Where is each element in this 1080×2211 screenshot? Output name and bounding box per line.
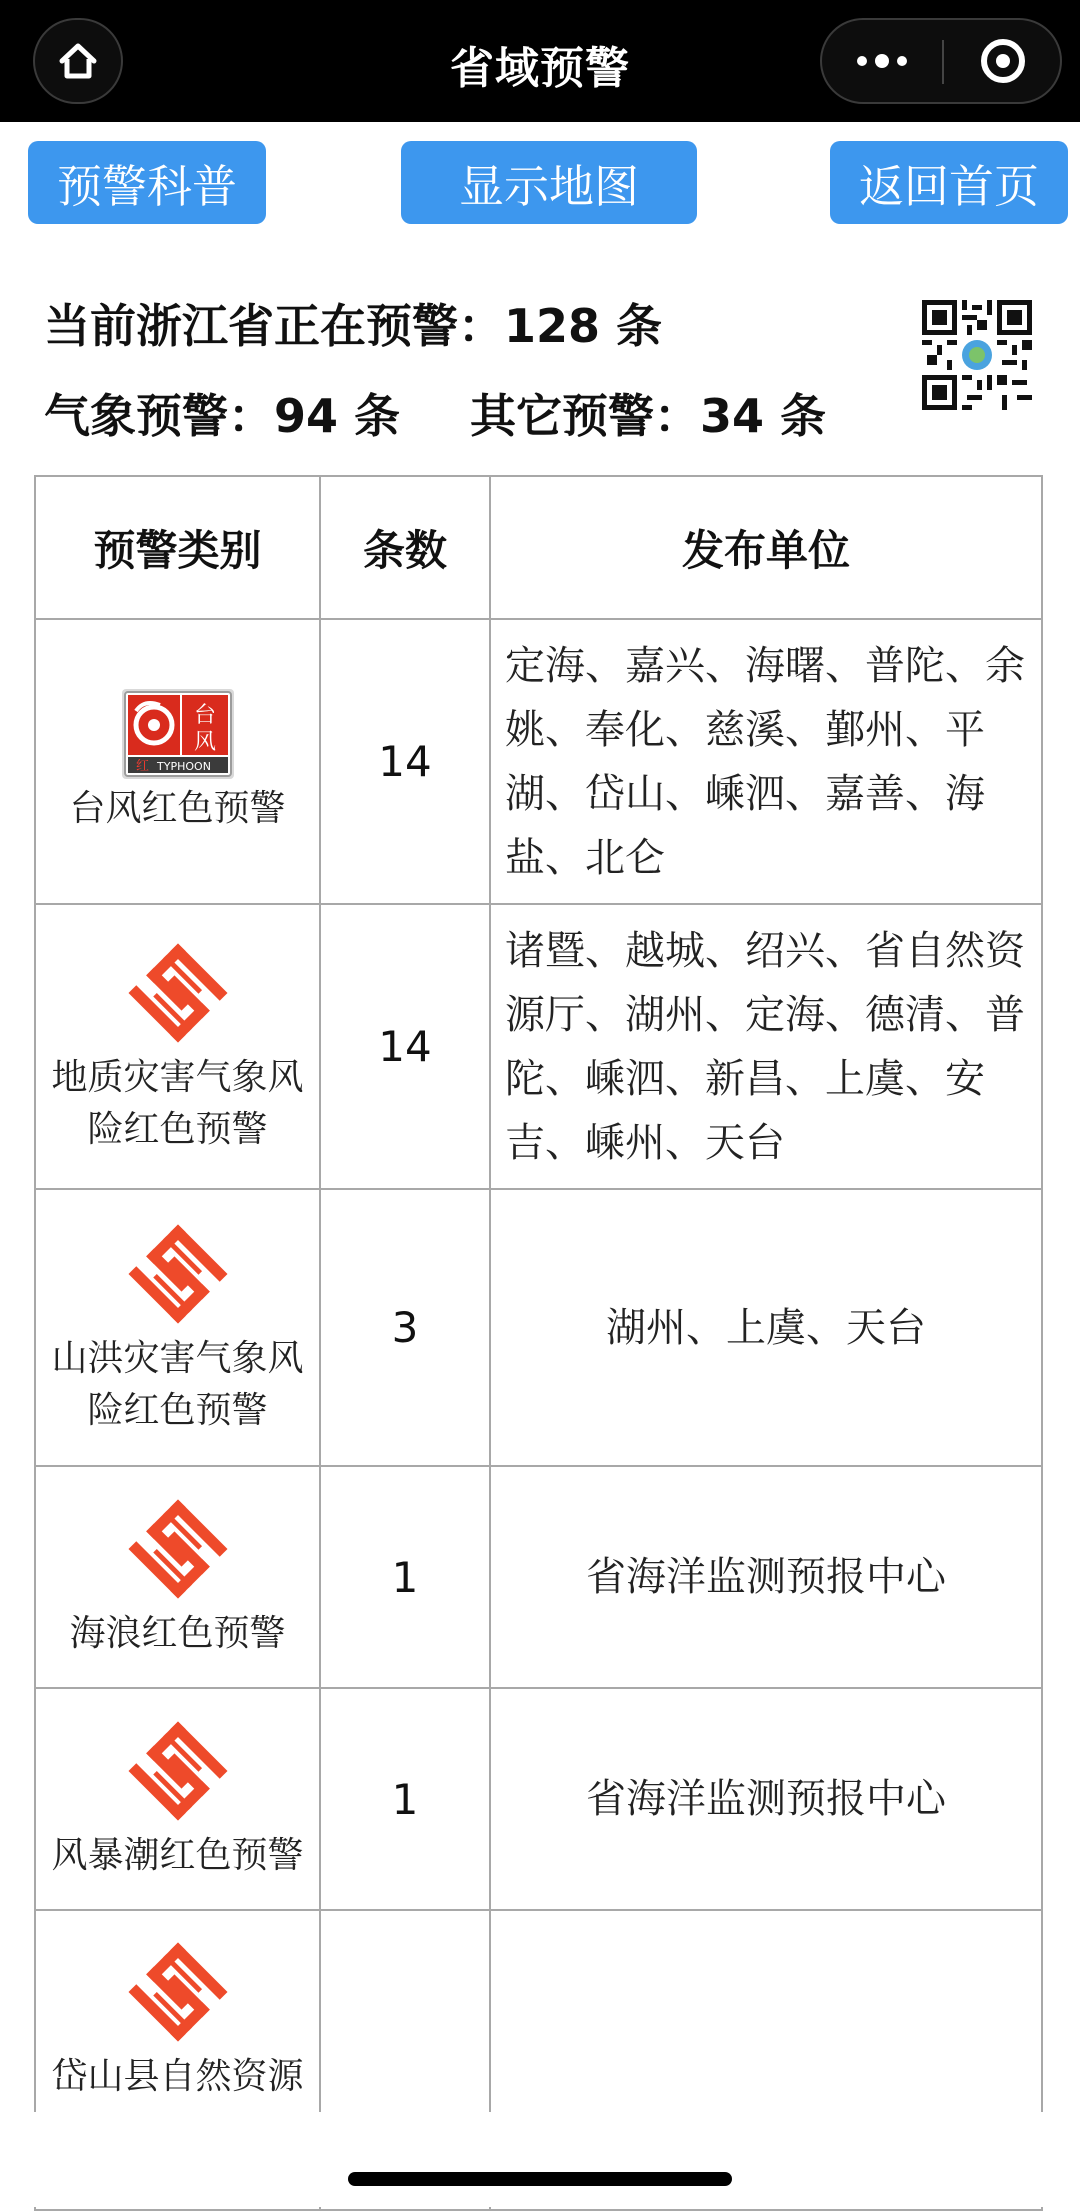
other-alert-count: 34 条 (700, 389, 827, 443)
resource-red-icon (123, 1937, 233, 2047)
current-alert-count: 128 条 (504, 299, 663, 353)
mini-program-close-icon[interactable] (944, 20, 1062, 102)
nav-bar (0, 0, 1080, 122)
mini-program-capsule (820, 18, 1062, 104)
back-home-button[interactable]: 返回首页 (830, 141, 1068, 224)
alert-type-cell (35, 1189, 320, 1466)
alert-type-name-line2: 险红色预警 (87, 1108, 268, 1150)
alert-type-cell (35, 1466, 320, 1688)
bottom-safe-area (0, 2112, 1080, 2207)
alert-count: 1 (320, 1466, 490, 1688)
alert-count: 3 (320, 1189, 490, 1466)
svg-text:红: 红 (135, 758, 149, 774)
table-row[interactable] (35, 904, 1042, 1189)
alert-type-cell (35, 1688, 320, 1910)
alert-issuers: 定海、嘉兴、海曙、普陀、余姚、奉化、慈溪、鄞州、平湖、岱山、嵊泗、嘉善、海盐、北仑 (490, 619, 1042, 904)
geo-hazard-red-icon (123, 938, 233, 1048)
science-button[interactable]: 预警科普 (28, 141, 266, 224)
header-count: 条数 (320, 476, 490, 619)
qr-code-icon[interactable] (922, 300, 1032, 410)
alert-type-name-line2: 险红色预警 (87, 1389, 268, 1431)
alert-count: 1 (320, 1688, 490, 1910)
alert-issuers: 省海洋监测预报中心 (490, 1688, 1042, 1910)
more-dots-icon[interactable] (822, 20, 942, 102)
alert-type-name: 台风红色预警 (69, 787, 286, 829)
wave-red-icon (123, 1494, 233, 1604)
table-row[interactable] (35, 619, 1042, 904)
alert-issuers: 省海洋监测预报中心 (490, 1466, 1042, 1688)
svg-text:风: 风 (193, 729, 216, 755)
page-title: 省域预警 (450, 43, 630, 94)
alert-issuers: 湖州、上虞、天台 (490, 1189, 1042, 1466)
weather-alert-label: 气象预警： (44, 389, 274, 443)
flash-flood-red-icon (123, 1219, 233, 1329)
alert-type-cell (35, 904, 320, 1189)
header-type: 预警类别 (35, 476, 320, 619)
storm-surge-red-icon (123, 1716, 233, 1826)
alert-breakdown (44, 380, 826, 446)
alert-type-name-line1: 地质灾害气象风 (51, 1056, 304, 1098)
home-indicator[interactable] (348, 2172, 732, 2186)
table-header-row (35, 476, 1042, 619)
current-alert-label: 当前浙江省正在预警： (44, 299, 504, 353)
table-row[interactable] (35, 1466, 1042, 1688)
current-alert-summary (44, 290, 662, 356)
table-row[interactable] (35, 1189, 1042, 1466)
alert-type-name-line1: 山洪灾害气象风 (51, 1337, 304, 1379)
other-alert-label: 其它预警： (470, 389, 701, 443)
table-row[interactable] (35, 1688, 1042, 1910)
show-map-button[interactable]: 显示地图 (401, 141, 697, 224)
weather-alert-count: 94 条 (274, 389, 401, 443)
alerts-table (34, 475, 1043, 2211)
typhoon-red-icon (122, 689, 234, 779)
alert-count: 14 (320, 904, 490, 1189)
alert-type-cell (35, 619, 320, 904)
alert-type-name: 风暴潮红色预警 (51, 1835, 304, 1876)
header-units: 发布单位 (490, 476, 1042, 619)
svg-text:台: 台 (193, 702, 216, 728)
alert-type-name: 岱山县自然资源 (51, 2056, 304, 2097)
alert-count: 14 (320, 619, 490, 904)
alert-type-name: 海浪红色预警 (69, 1613, 286, 1654)
svg-text:TYPHOON: TYPHOON (156, 759, 211, 773)
alert-issuers: 诸暨、越城、绍兴、省自然资源厅、湖州、定海、德清、普陀、嵊泗、新昌、上虞、安吉、嵊州、天台 (490, 904, 1042, 1189)
